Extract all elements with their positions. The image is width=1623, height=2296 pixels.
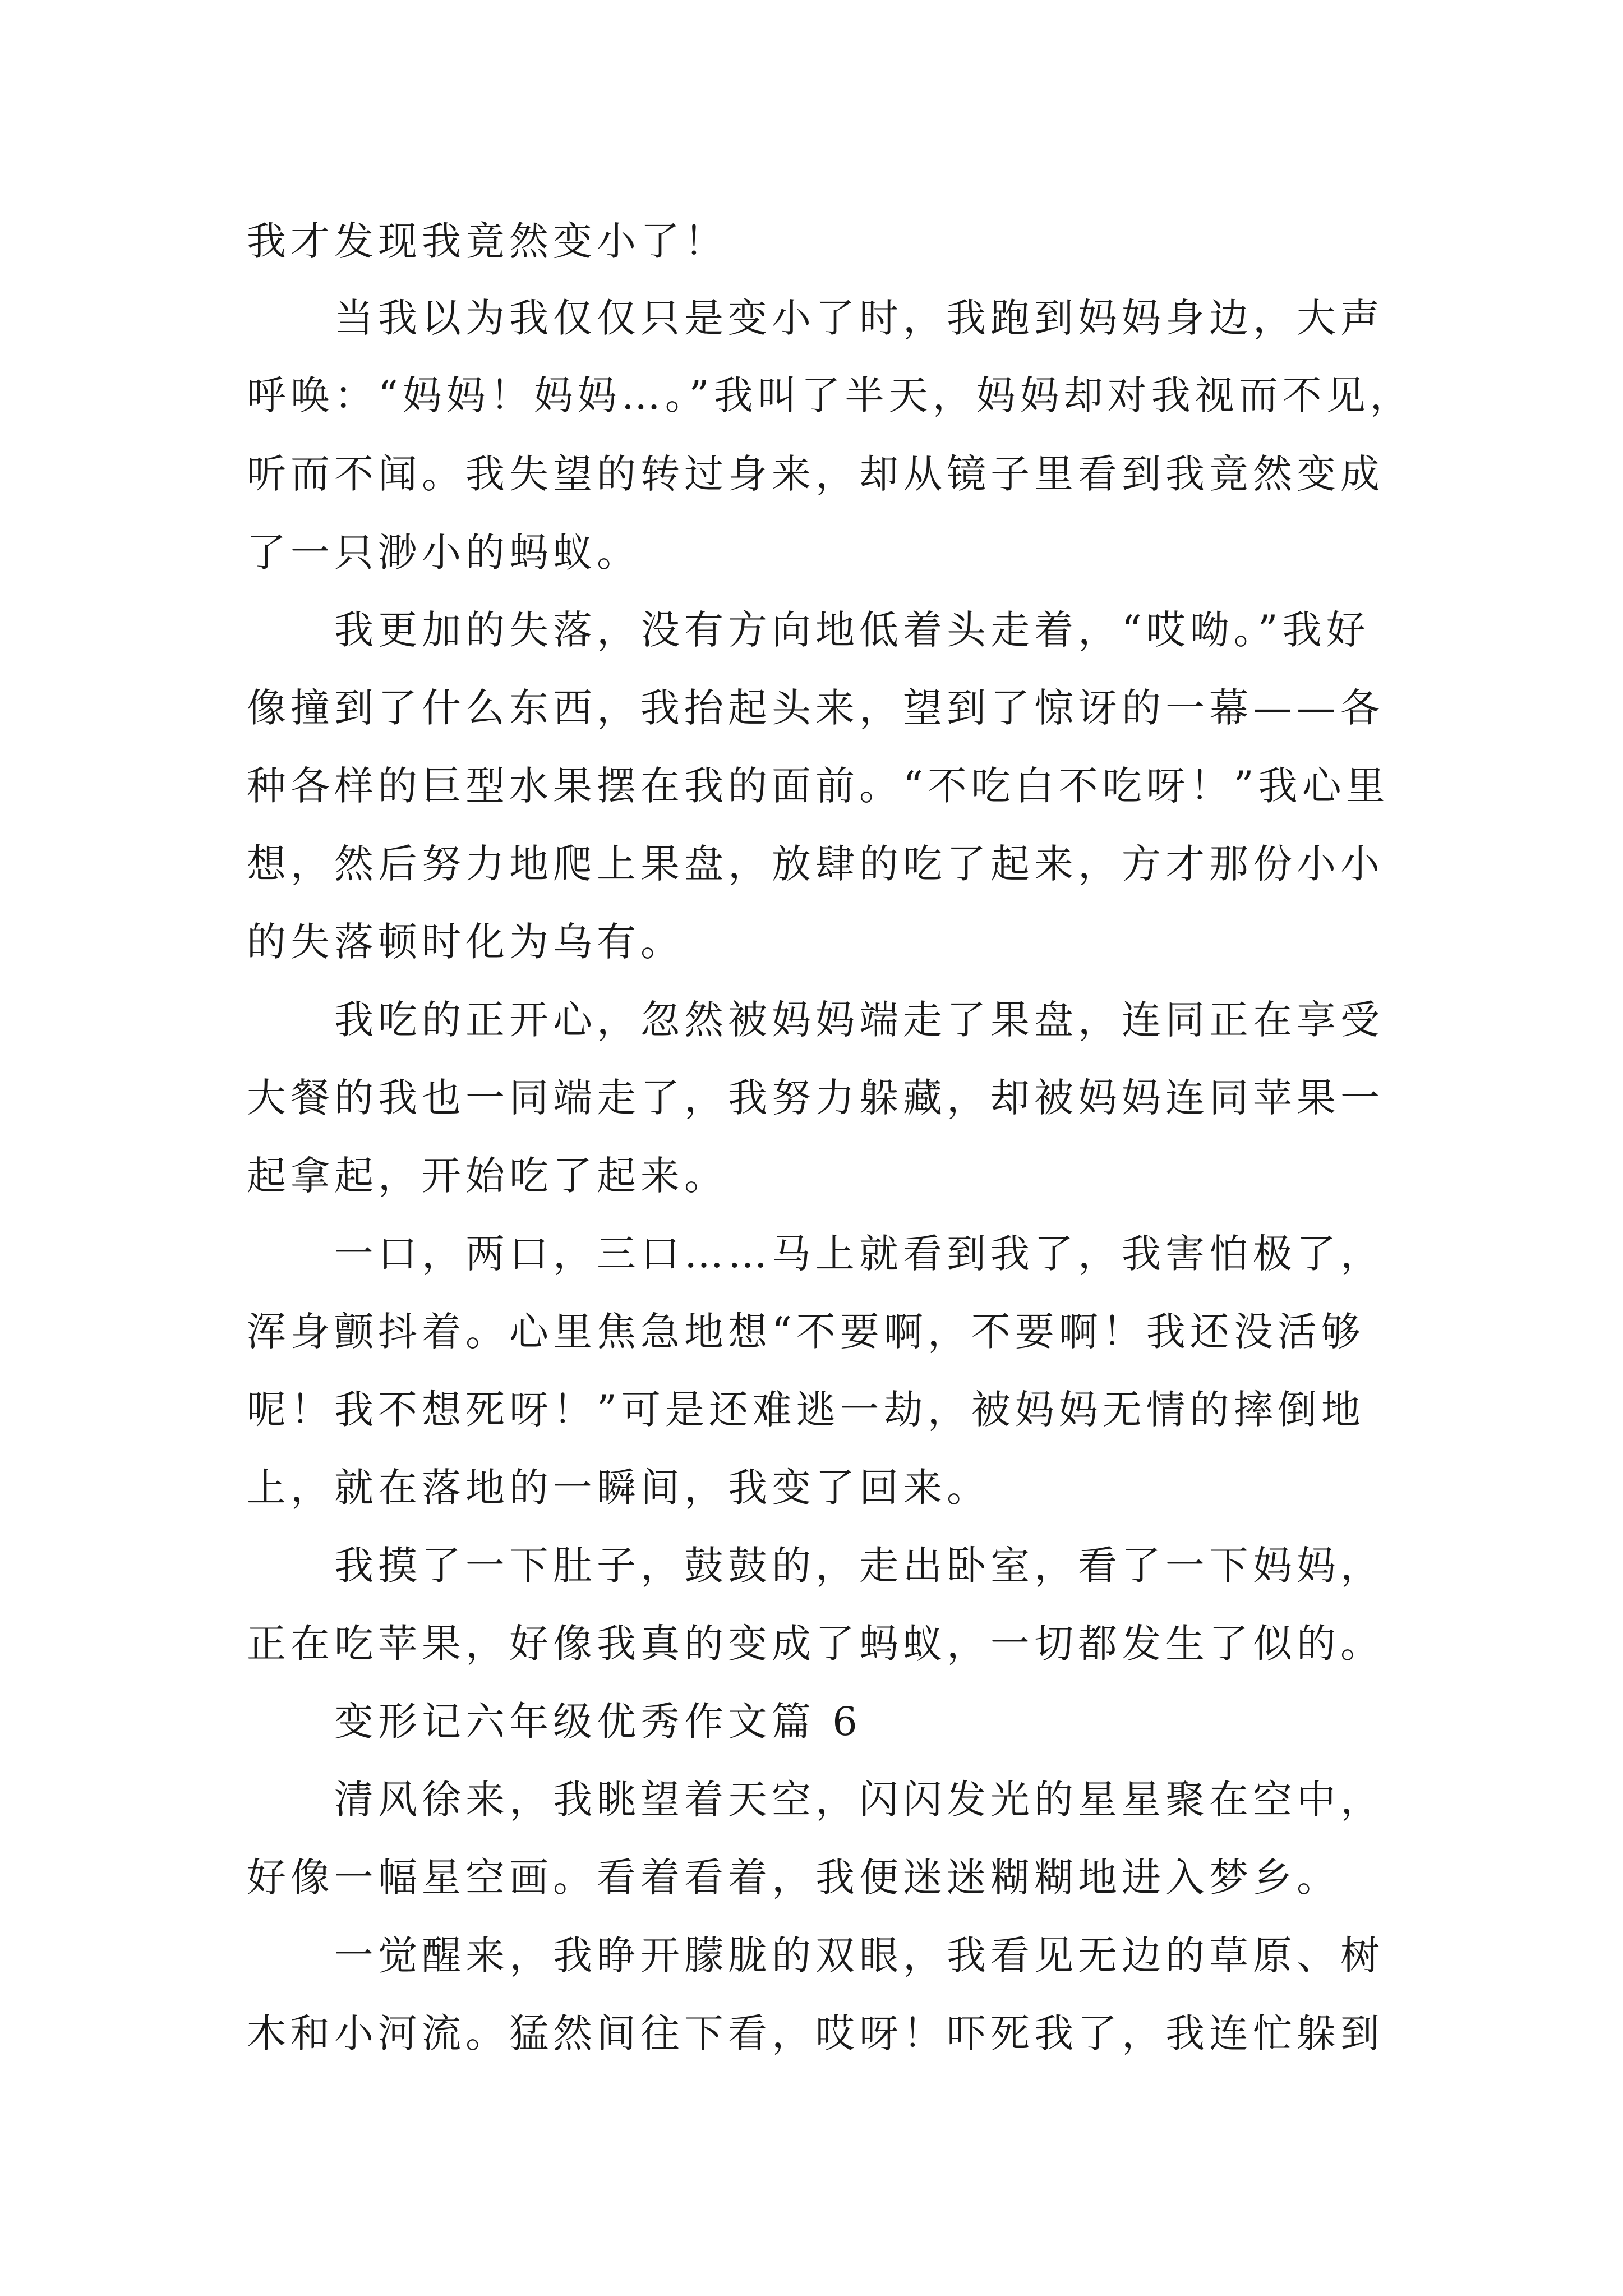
text-line: 大餐的我也一同端走了，我努力躲藏，却被妈妈连同苹果一 — [247, 1075, 1384, 1121]
section-heading: 变形记六年级优秀作文篇 6 — [334, 1699, 862, 1745]
text-line: 当我以为我仅仅只是变小了时，我跑到妈妈身边，大声 — [334, 295, 1384, 341]
text-line: 想，然后努力地爬上果盘，放肆的吃了起来，方才那份小小 — [247, 841, 1384, 887]
text-line: 种各样的巨型水果摆在我的面前。“不吃白不吃呀！”我心里 — [247, 763, 1390, 809]
text-line: 清风徐来，我眺望着天空，闪闪发光的星星聚在空中， — [334, 1777, 1384, 1823]
text-line: 起拿起，开始吃了起来。 — [247, 1153, 728, 1199]
text-line: 呢！我不想死呀！”可是还难逃一劫，被妈妈无情的摔倒地 — [247, 1387, 1365, 1433]
text-line: 我更加的失落，没有方向地低着头走着，“哎呦。”我好 — [334, 607, 1370, 653]
text-line: 木和小河流。猛然间往下看，哎呀！吓死我了，我连忙躲到 — [247, 2010, 1384, 2056]
text-line: 呼唤：“妈妈！妈妈…。”我叫了半天，妈妈却对我视而不见， — [247, 372, 1414, 418]
text-line: 正在吃苹果，好像我真的变成了蚂蚁，一切都发生了似的。 — [247, 1621, 1384, 1667]
text-line: 我吃的正开心，忽然被妈妈端走了果盘，连同正在享受 — [334, 997, 1384, 1043]
text-line: 一觉醒来，我睁开朦胧的双眼，我看见无边的草原、树 — [334, 1932, 1384, 1978]
text-line: 我摸了一下肚子，鼓鼓的，走出卧室，看了一下妈妈， — [334, 1543, 1384, 1589]
text-line: 浑身颤抖着。心里焦急地想“不要啊，不要啊！我还没活够 — [247, 1309, 1365, 1355]
text-line: 上，就在落地的一瞬间，我变了回来。 — [247, 1465, 990, 1511]
text-line: 了一只渺小的蚂蚁。 — [247, 530, 640, 576]
text-line: 的失落顿时化为乌有。 — [247, 919, 684, 965]
text-line: 一口，两口，三口……马上就看到我了，我害怕极了， — [334, 1231, 1384, 1277]
text-line: 听而不闻。我失望的转过身来，却从镜子里看到我竟然变成 — [247, 451, 1384, 497]
text-line: 像撞到了什么东西，我抬起头来，望到了惊讶的一幕——各 — [247, 685, 1384, 731]
text-line: 我才发现我竟然变小了！ — [247, 218, 728, 264]
text-line: 好像一幅星空画。看着看着，我便迷迷糊糊地进入梦乡。 — [247, 1855, 1340, 1901]
